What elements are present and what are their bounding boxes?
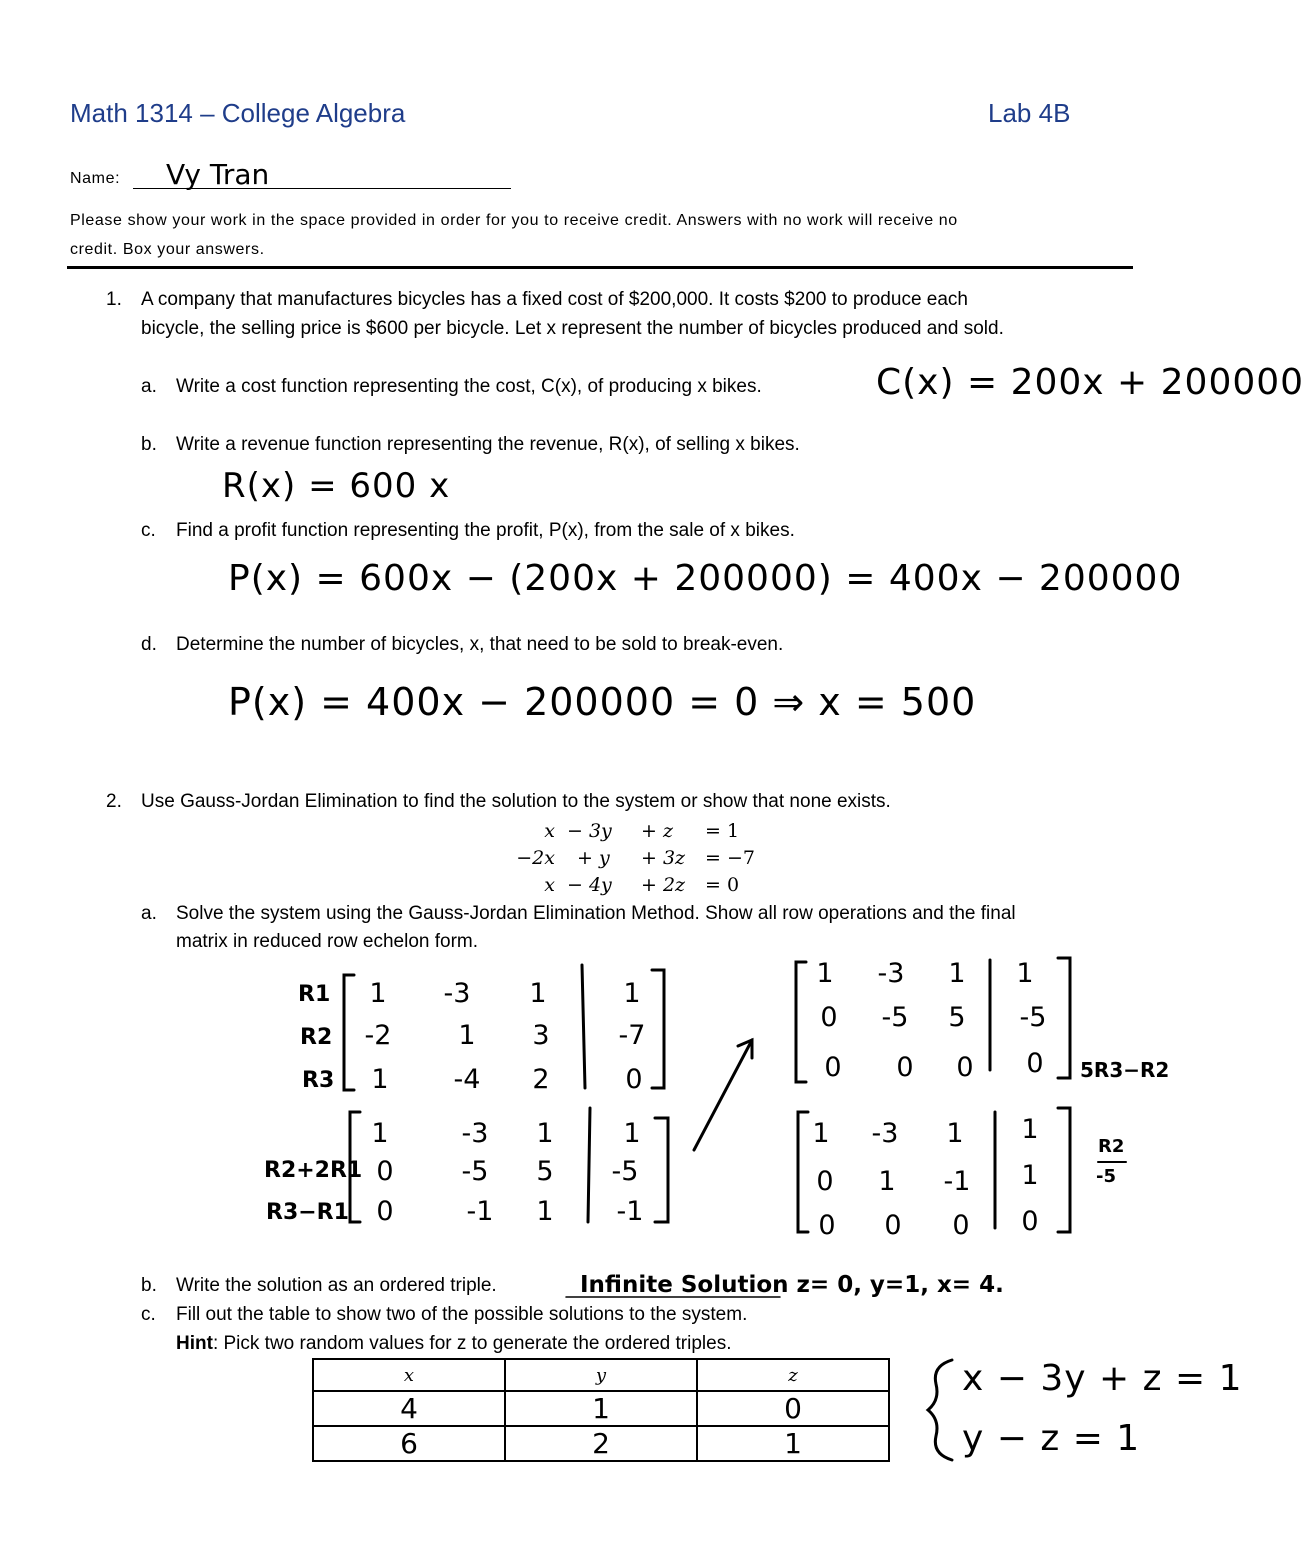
q2b-letter: b. [141, 1275, 157, 1296]
matrix-cell: 0 [824, 1052, 842, 1083]
system-brace [928, 1360, 952, 1460]
eq1-rhs: = 1 [705, 820, 740, 842]
matrix-cell: 0 [818, 1210, 836, 1241]
q1c-answer: P(x) = 600x − (200x + 200000) = 400x − 200000 [228, 558, 1183, 599]
matrix-cell: -5 [461, 1156, 489, 1187]
matrix-cell: -5 [881, 1002, 909, 1033]
matrix-cell: 0 [956, 1052, 974, 1083]
course-title: Math 1314 – College Algebra [70, 98, 406, 128]
instructions-line-1: Please show your work in the space provided in order for you to receive credit. Answers with no work will receive no [70, 212, 958, 229]
eq1-z: + z [641, 820, 673, 842]
lab-number: Lab 4B [988, 98, 1071, 128]
matrix-cell: 1 [536, 1196, 554, 1227]
q1a-text: Write a cost function representing the cost, C(x), of producing x bikes. [176, 376, 762, 397]
q2a-text-line-2: matrix in reduced row echelon form. [176, 931, 479, 952]
matrix-cell: 3 [532, 1020, 550, 1051]
matrix-cell: 1 [1016, 958, 1034, 989]
matrix-cell: 2 [532, 1064, 550, 1095]
table-cell[interactable]: 1 [505, 1391, 697, 1426]
eq1-y: − 3y [567, 820, 612, 842]
q2b-text: Write the solution as an ordered triple. [176, 1275, 497, 1296]
q1c-text: Find a profit function representing the profit, P(x), from the sale of x bikes. [176, 520, 795, 541]
matrix-cell: -2 [364, 1020, 392, 1051]
hint-label: Hint [176, 1333, 213, 1354]
matrix-1-label-r1: R1 [298, 982, 331, 1007]
matrix-cell: -5 [611, 1156, 639, 1187]
q2b-answer: Infinite Solution z= 0, y=1, x= 4. [580, 1272, 1004, 1298]
eq2-rhs: = −7 [705, 847, 755, 869]
matrix-cell: -3 [443, 978, 471, 1009]
table-header-y: y [505, 1359, 697, 1391]
matrix-cell: 1 [878, 1166, 896, 1197]
eq3-x: x [544, 874, 555, 896]
q2a-text-line-1: Solve the system using the Gauss-Jordan Elimination Method. Show all row operations and the final [176, 903, 1016, 924]
matrix-cell: 0 [896, 1052, 914, 1083]
matrix-cell: 0 [1026, 1048, 1044, 1079]
q1a-letter: a. [141, 376, 157, 397]
q1b-answer: R(x) = 600 x [222, 466, 451, 506]
matrix-cell: 0 [625, 1064, 643, 1095]
matrix-1-label-r3: R3 [302, 1068, 335, 1093]
matrix-cell: 1 [948, 958, 966, 989]
matrix-cell: -5 [1019, 1002, 1047, 1033]
matrix-cell: 1 [458, 1020, 476, 1051]
name-value: Vy Tran [166, 158, 270, 191]
eq2-z: + 3z [641, 847, 686, 869]
eq2-y: + y [577, 847, 610, 869]
q1-text-line-1: A company that manufactures bicycles has a fixed cost of $200,000. It costs $200 to produce each [141, 289, 968, 310]
matrix-cell: -3 [461, 1118, 489, 1149]
table-cell[interactable]: 2 [505, 1426, 697, 1461]
q2a-letter: a. [141, 903, 157, 924]
matrix-4-op-numerator: R2 [1098, 1136, 1125, 1157]
matrix-2-label-r2: R2+2R1 [264, 1158, 363, 1183]
matrix-cell: 1 [946, 1118, 964, 1149]
reduced-system-eq1: x − 3y + z = 1 [962, 1358, 1243, 1399]
reduced-system-eq2: y − z = 1 [962, 1418, 1141, 1459]
instructions-line-2: credit. Box your answers. [70, 241, 265, 258]
q1d-text: Determine the number of bicycles, x, that need to be sold to break-even. [176, 634, 784, 655]
table-cell[interactable]: 1 [697, 1426, 889, 1461]
matrix-cell: 0 [1021, 1206, 1039, 1237]
matrix-cell: -1 [466, 1196, 494, 1227]
matrix-cell: 1 [623, 1118, 641, 1149]
matrix-cell: 1 [816, 958, 834, 989]
q1b-letter: b. [141, 434, 157, 455]
q2c-hint [176, 1333, 731, 1355]
eq3-y: − 4y [567, 874, 612, 896]
table-row [313, 1426, 889, 1461]
hint-text: : Pick two random values for z to generate the ordered triples. [212, 1333, 732, 1354]
matrix-1-divider [582, 965, 585, 1088]
matrix-cell: 1 [623, 978, 641, 1009]
matrix-3-row-op: 5R3−R2 [1080, 1058, 1170, 1082]
matrix-cell: 1 [369, 978, 387, 1009]
matrix-cell: 0 [376, 1196, 394, 1227]
q1a-answer: C(x) = 200x + 200000 [876, 362, 1304, 403]
q1-number: 1. [106, 289, 122, 310]
arrow-shaft [694, 1040, 752, 1150]
name-label: Name: [70, 170, 121, 187]
table-cell[interactable]: 0 [697, 1391, 889, 1426]
q1-text-line-2: bicycle, the selling price is $600 per bicycle. Let x represent the number of bicycles produced and sold. [141, 318, 1004, 339]
table-header-z: z [697, 1359, 889, 1391]
matrix-cell: 0 [952, 1210, 970, 1241]
q2c-letter: c. [141, 1304, 156, 1325]
matrix-cell: -3 [877, 958, 905, 989]
table-header-row [313, 1359, 889, 1391]
matrix-cell: 5 [536, 1156, 554, 1187]
matrix-cell: 0 [820, 1002, 838, 1033]
eq2-x: −2x [516, 847, 555, 869]
table-header-x: x [313, 1359, 505, 1391]
matrix-cell: 5 [948, 1002, 966, 1033]
matrix-cell: 1 [1021, 1114, 1039, 1145]
matrix-2-label-r3: R3−R1 [266, 1200, 349, 1225]
solutions-table [312, 1358, 890, 1462]
q2-text: Use Gauss-Jordan Elimination to find the solution to the system or show that none exists. [141, 791, 891, 812]
matrix-cell: -7 [618, 1020, 646, 1051]
matrix-cell: -1 [943, 1166, 971, 1197]
matrix-cell: 1 [371, 1064, 389, 1095]
matrix-cell: 1 [812, 1118, 830, 1149]
matrix-1-label-r2: R2 [300, 1025, 333, 1050]
matrix-cell: 0 [884, 1210, 902, 1241]
matrix-cell: -1 [616, 1196, 644, 1227]
table-cell[interactable]: 6 [313, 1426, 505, 1461]
q1d-answer: P(x) = 400x − 200000 = 0 ⇒ x = 500 [228, 680, 977, 724]
eq1-x: x [544, 820, 555, 842]
matrix-cell: 0 [816, 1166, 834, 1197]
eq3-rhs: = 0 [705, 874, 740, 896]
matrix-cell: 1 [371, 1118, 389, 1149]
table-row [313, 1391, 889, 1426]
table-cell[interactable]: 4 [313, 1391, 505, 1426]
matrix-cell: 1 [1021, 1160, 1039, 1191]
q1c-letter: c. [141, 520, 156, 541]
matrix-cell: 1 [529, 978, 547, 1009]
matrix-cell: 1 [536, 1118, 554, 1149]
eq3-z: + 2z [641, 874, 686, 896]
q2-number: 2. [106, 791, 122, 812]
q2c-text: Fill out the table to show two of the possible solutions to the system. [176, 1304, 748, 1325]
matrix-cell: -3 [871, 1118, 899, 1149]
matrix-4-op-denominator: -5 [1096, 1166, 1116, 1187]
q1b-text: Write a revenue function representing the revenue, R(x), of selling x bikes. [176, 434, 800, 455]
matrix-cell: -4 [453, 1064, 481, 1095]
matrix-cell: 0 [376, 1156, 394, 1187]
q1d-letter: d. [141, 634, 157, 655]
